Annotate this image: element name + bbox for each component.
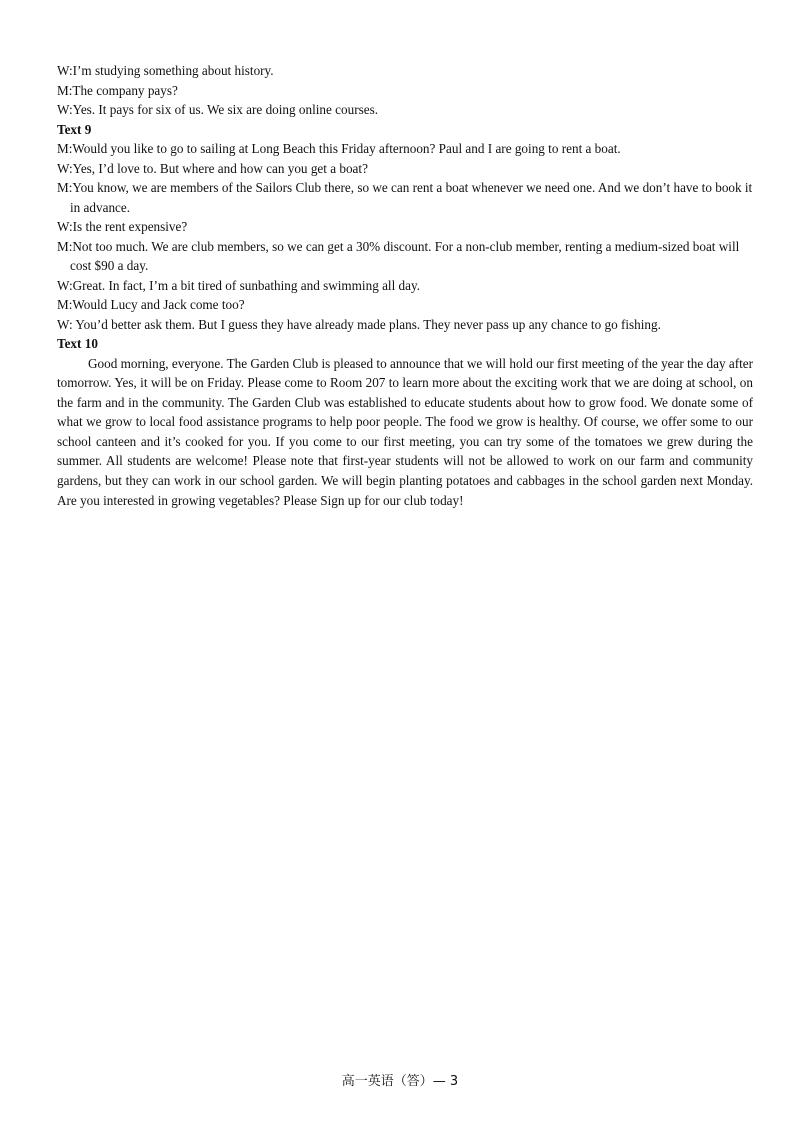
dialogue-line: W:Great. In fact, I’m a bit tired of sunbathing and swimming all day.	[57, 277, 421, 293]
section-heading-text10: Text 10	[57, 336, 98, 351]
dialogue-line: M:The company pays?	[57, 82, 178, 98]
page-content	[57, 61, 753, 510]
dialogue-line: M:You know, we are members of the Sailors Club there, so we can rent a boat whenever we need one. And we don’t have to book it in advance.	[57, 180, 753, 215]
dialogue-line: M:Would Lucy and Jack come too?	[57, 297, 245, 312]
section-heading-text9: Text 9	[57, 121, 92, 137]
dialogue-line: W:Is the rent expensive?	[57, 219, 188, 234]
dialogue-line: M:Would you like to go to sailing at Long Beach this Friday afternoon? Paul and I are going to rent a boat.	[57, 141, 621, 156]
dialogue-line: W:I’m studying something about history.	[57, 63, 274, 78]
page-footer: 高一英语（答）— 3	[341, 1074, 459, 1089]
dialogue-line: M:Not too much. We are club members, so we can get a 30% discount. For a non-club member, renting a medium-sized boat will cost $90 a day.	[57, 238, 740, 273]
monologue-paragraph: Good morning, everyone. The Garden Club is pleased to announce that we will hold our first meeting of the year the day after tomorrow. Yes, it will be on Friday. Please come to Room 207 to learn more about the exciting work that we are doing at school, on the farm and in the community. The Garden Club was established to educate students about how to grow food. We donate some of what we grow to local food assistance programs to help poor people. The food we grow is healthy. Of course, we offer some to our school canteen and it’s cooked for you. If you come to our first meeting, you can try some of the tomatoes we grew during the summer. All students are welcome! Please note that first-year students will not be allowed to work on our farm and community gardens, but they can work in our school garden. We will begin planting potatoes and cabbages in the school garden next Monday. Are you interested in growing vegetables? Please Sign up for our club today!	[57, 355, 753, 508]
dialogue-line: W:Yes. It pays for six of us. We six are doing online courses.	[57, 102, 379, 117]
dialogue-line: W: You’d better ask them. But I guess they have already made plans. They never pass up any chance to go fishing.	[57, 316, 661, 332]
dialogue-line: W:Yes, I’d love to. But where and how can you get a boat?	[57, 160, 368, 176]
